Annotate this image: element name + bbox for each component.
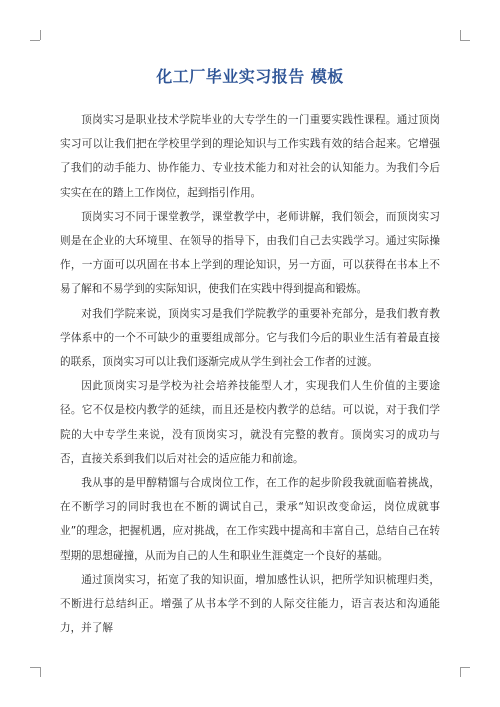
crop-mark	[460, 667, 461, 677]
document-title: 化工厂毕业实习报告 模板	[156, 67, 344, 86]
paragraph: 顶岗实习是职业技术学院毕业的大专学生的一门重要实践性课程。通过顶岗实习可以让我们把在学校里学到的理论知识与工作实践有效的结合起来。它增强了我们的动手能力、协作能力、专业技术能力和对社会的认知能力。为我们今后实实在在的踏上工作岗位，起到指引作用。	[60, 114, 440, 199]
paragraph: 对我们学院来说，顶岗实习是我们学院教学的重要补充部分，是我们教育教学体系中的一个不可缺少的重要组成部分。它与我们今后的职业生活有着最直接的联系，顶岗实习可以让我们逐渐完成从学生到社会工作者的过渡。	[60, 307, 440, 369]
document-body	[60, 108, 440, 640]
crop-mark	[460, 40, 470, 41]
crop-mark	[40, 30, 41, 40]
crop-mark	[30, 40, 40, 41]
paragraph: 因此顶岗实习是学校为社会培养技能型人才，实现我们人生价值的主要途径。它不仅是校内教学的延续，而且还是校内教学的总结。可以说，对于我们学院的大中专学生来说，没有顶岗实习，就没有完整的教育。顶岗实习的成功与否，直接关系到我们以后对社会的适应能力和前途。	[60, 380, 440, 465]
crop-mark	[30, 667, 40, 668]
paragraph: 顶岗实习不同于课堂教学，课堂教学中，老师讲解，我们领会，而顶岗实习则是在企业的大环境里、在领导的指导下，由我们自己去实践学习。通过实际操作，一方面可以巩固在书本上学到的理论知识，另一方面，可以获得在书本上不易了解和不易学到的实际知识，使我们在实践中得到提高和锻炼。	[60, 210, 440, 296]
crop-mark	[40, 667, 41, 677]
crop-mark	[460, 30, 461, 40]
paragraph: 通过顶岗实习，拓宽了我的知识面，增加感性认识，把所学知识梳理归类，不断进行总结纠正。增强了从书本学不到的人际交往能力，语言表达和沟通能力，并了解	[60, 573, 440, 635]
paragraph: 我从事的是甲醇精馏与合成岗位工作，在工作的起步阶段我就面临着挑战，在不断学习的同时我也在不断的调试自己，秉承“知识改变命运，岗位成就事业”的理念，把握机遇，应对挑战，在工作实践中提高和丰富自己，总结自己在转型期的思想碰撞，从而为自己的人生和职业生涯奠定一个良好的基础。	[60, 477, 440, 562]
crop-mark	[460, 667, 470, 668]
